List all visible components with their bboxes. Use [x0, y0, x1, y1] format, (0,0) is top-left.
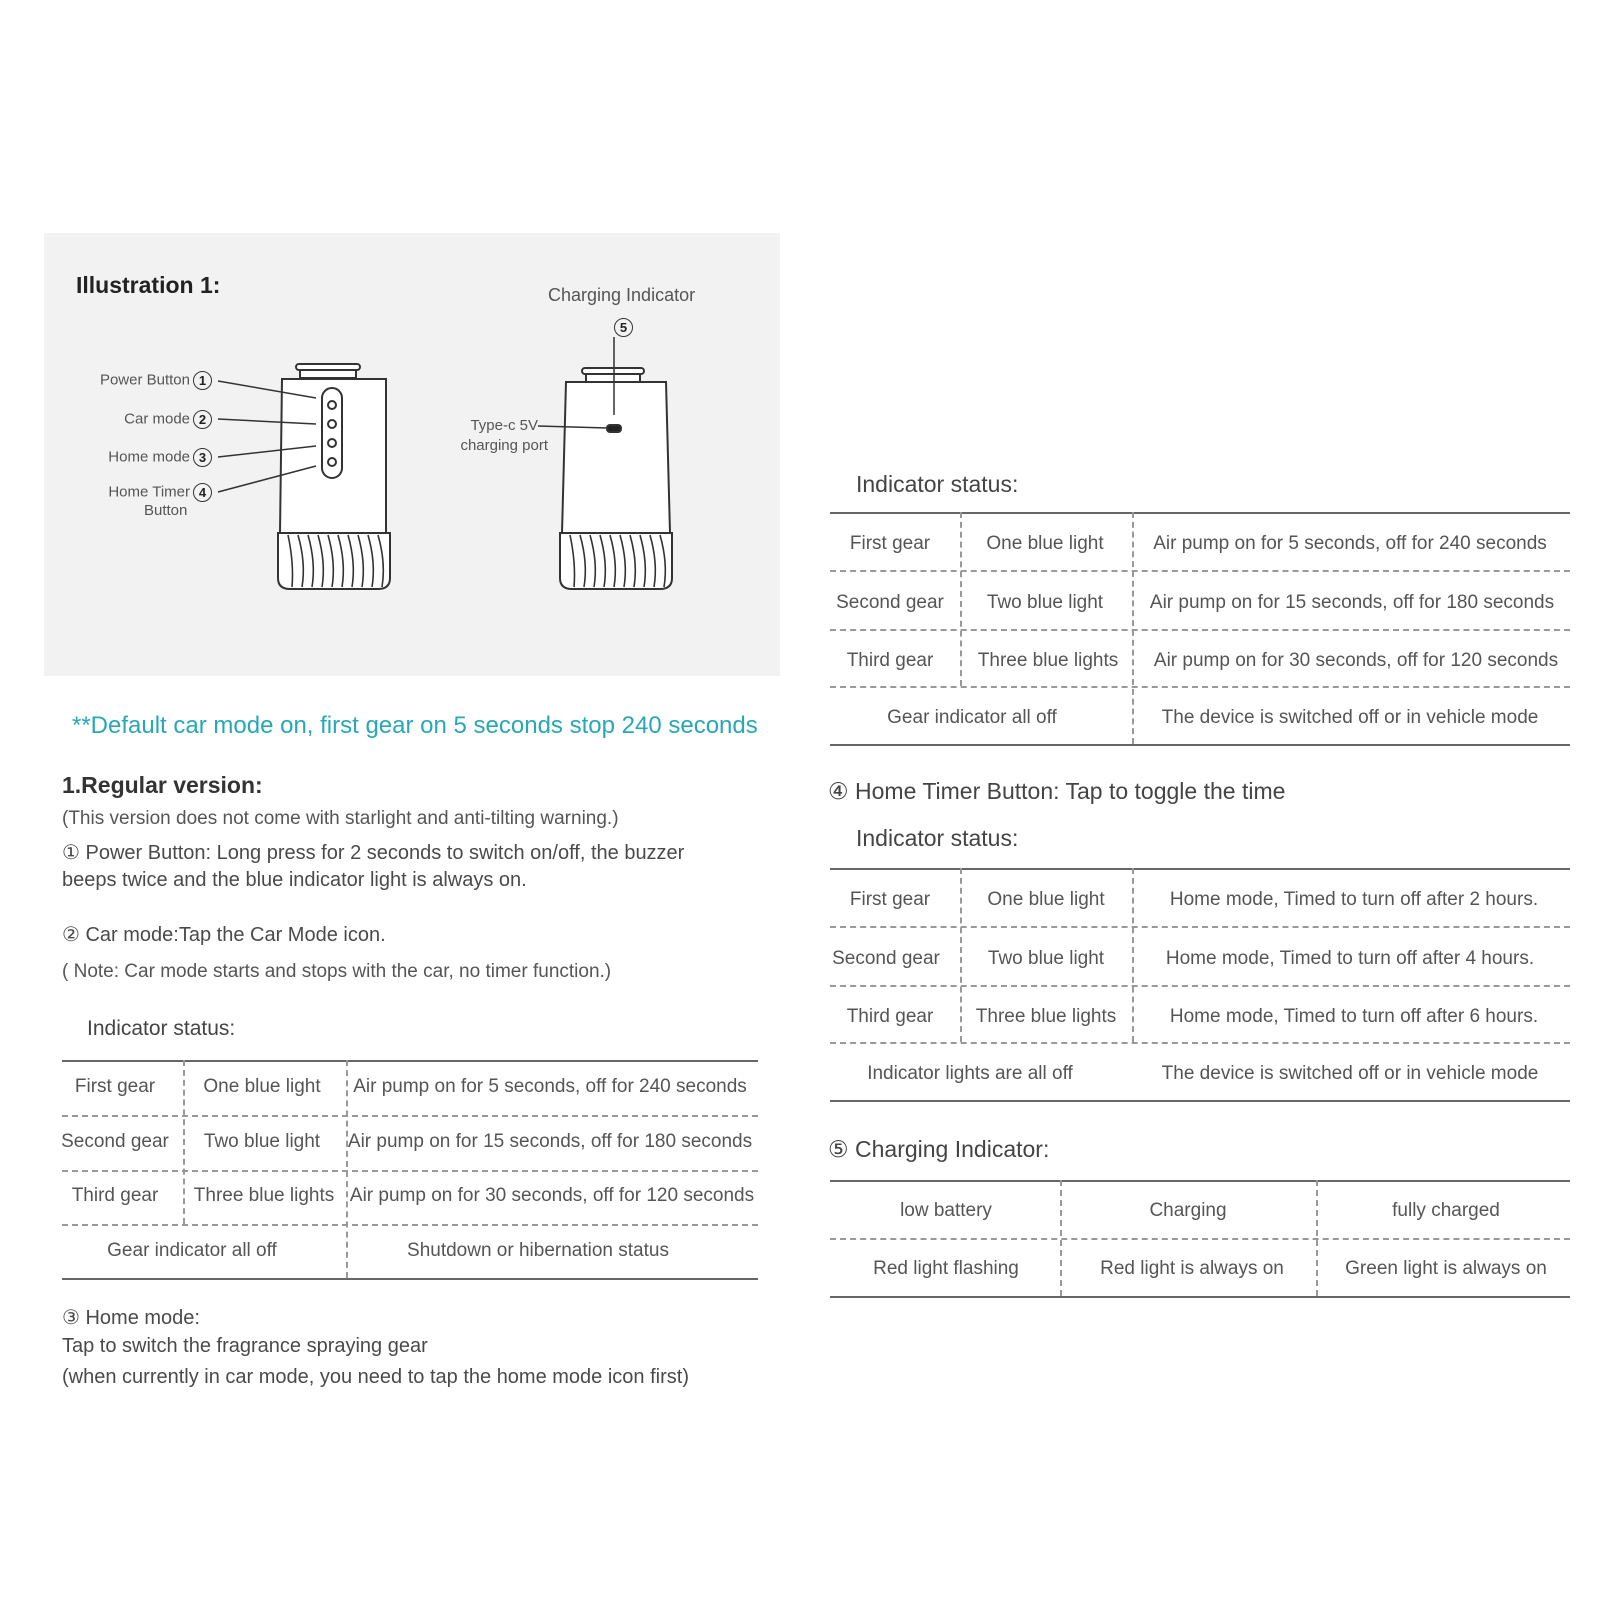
type-c-label-line2: charging port [460, 437, 548, 454]
table-cell: Green light is always on [1345, 1258, 1547, 1279]
number-3-icon: 3 [193, 448, 212, 467]
table-cell: Third gear [846, 1006, 934, 1027]
table-cell: First gear [74, 1076, 156, 1097]
home-timer-label: Home Timer 4 [60, 483, 212, 502]
table-cell: Red light flashing [873, 1258, 1019, 1279]
home-timer-title: ④ Home Timer Button: Tap to toggle the time [828, 778, 1286, 804]
table-cell: Air pump on for 15 seconds, off for 180 seconds [347, 1131, 753, 1152]
car-mode-desc: ② Car mode:Tap the Car Mode icon. [62, 924, 386, 946]
charging-indicator-label: Charging Indicator [548, 285, 696, 305]
charging-indicator-number [614, 318, 633, 337]
table-cell: One blue light [203, 1076, 321, 1097]
table-cell: Shutdown or hibernation status [407, 1240, 669, 1261]
table-cell: Air pump on for 5 seconds, off for 240 seconds [353, 1076, 747, 1097]
number-5-icon: 5 [614, 318, 633, 337]
illustration-title: Illustration 1: [76, 272, 221, 298]
table-cell: One blue light [986, 533, 1104, 554]
table-cell: Charging [1149, 1200, 1227, 1221]
table-cell: fully charged [1392, 1200, 1500, 1221]
right-indicator-table-2 [830, 868, 1570, 1104]
home-timer-label-line2: Button [144, 502, 188, 519]
home-mode-title: ③ Home mode: [62, 1307, 200, 1329]
device-front-view [278, 364, 390, 589]
indicator-status-heading-right-2: Indicator status: [856, 825, 1019, 851]
table-cell: Air pump on for 30 seconds, off for 120 seconds [1153, 650, 1559, 671]
table-cell: Third gear [846, 650, 934, 671]
regular-version-title: 1.Regular version: [62, 772, 263, 798]
power-button-desc-line1: ① Power Button: Long press for 2 seconds to switch on/off, the buzzer [62, 842, 685, 864]
power-button-desc-line2: beeps twice and the blue indicator light is always on. [62, 869, 527, 891]
home-mode-desc-line2: (when currently in car mode, you need to tap the home mode icon first) [62, 1366, 689, 1388]
table-cell: Air pump on for 15 seconds, off for 180 seconds [1149, 592, 1555, 613]
table-cell: Three blue lights [975, 1006, 1117, 1027]
table-cell: Home mode, Timed to turn off after 4 hours. [1165, 948, 1535, 969]
table-cell: Second gear [836, 592, 944, 613]
table-cell: Air pump on for 5 seconds, off for 240 seconds [1153, 533, 1547, 554]
charging-indicator-table [830, 1180, 1570, 1300]
table-cell: Home mode, Timed to turn off after 2 hours. [1169, 889, 1539, 910]
indicator-status-heading-right-1: Indicator status: [856, 471, 1019, 497]
type-c-label-line1: Type-c 5V [470, 417, 538, 434]
table-cell: Two blue light [203, 1131, 321, 1152]
table-cell: First gear [849, 889, 931, 910]
indicator-status-heading-left: Indicator status: [87, 1017, 236, 1040]
device-back-view [560, 368, 672, 589]
table-cell: Gear indicator all off [107, 1240, 277, 1261]
left-indicator-table [62, 1060, 758, 1282]
table-cell: The device is switched off or in vehicle mode [1161, 1063, 1539, 1084]
charging-indicator-title: ⑤ Charging Indicator: [828, 1136, 1050, 1162]
car-mode-note: ( Note: Car mode starts and stops with the car, no timer function.) [62, 961, 612, 982]
table-cell: Three blue lights [193, 1185, 335, 1206]
table-cell: The device is switched off or in vehicle mode [1161, 707, 1539, 728]
table-cell: Third gear [71, 1185, 159, 1206]
table-cell: Air pump on for 30 seconds, off for 120 seconds [349, 1185, 755, 1206]
right-indicator-table-1 [830, 512, 1570, 748]
car-mode-label: Car mode 2 [60, 410, 212, 429]
number-2-icon: 2 [193, 410, 212, 429]
table-cell: Two blue light [986, 592, 1104, 613]
table-cell: Home mode, Timed to turn off after 6 hours. [1169, 1006, 1539, 1027]
table-cell: low battery [900, 1200, 992, 1221]
power-button-label: Power Button 1 [60, 371, 212, 390]
home-mode-desc-line1: Tap to switch the fragrance spraying gear [62, 1335, 428, 1357]
table-cell: Two blue light [987, 948, 1105, 969]
table-cell: One blue light [987, 889, 1105, 910]
number-4-icon: 4 [193, 483, 212, 502]
regular-version-subtitle: (This version does not come with starlight and anti-tilting warning.) [62, 808, 619, 829]
number-1-icon: 1 [193, 371, 212, 390]
table-cell: Red light is always on [1100, 1258, 1284, 1279]
table-cell: Second gear [61, 1131, 169, 1152]
default-mode-note: **Default car mode on, first gear on 5 seconds stop 240 seconds [72, 712, 758, 739]
table-cell: Three blue lights [977, 650, 1119, 671]
home-mode-label: Home mode 3 [60, 448, 212, 467]
table-cell: Second gear [832, 948, 940, 969]
table-cell: Gear indicator all off [887, 707, 1057, 728]
table-cell: First gear [849, 533, 931, 554]
table-cell: Indicator lights are all off [867, 1063, 1073, 1084]
